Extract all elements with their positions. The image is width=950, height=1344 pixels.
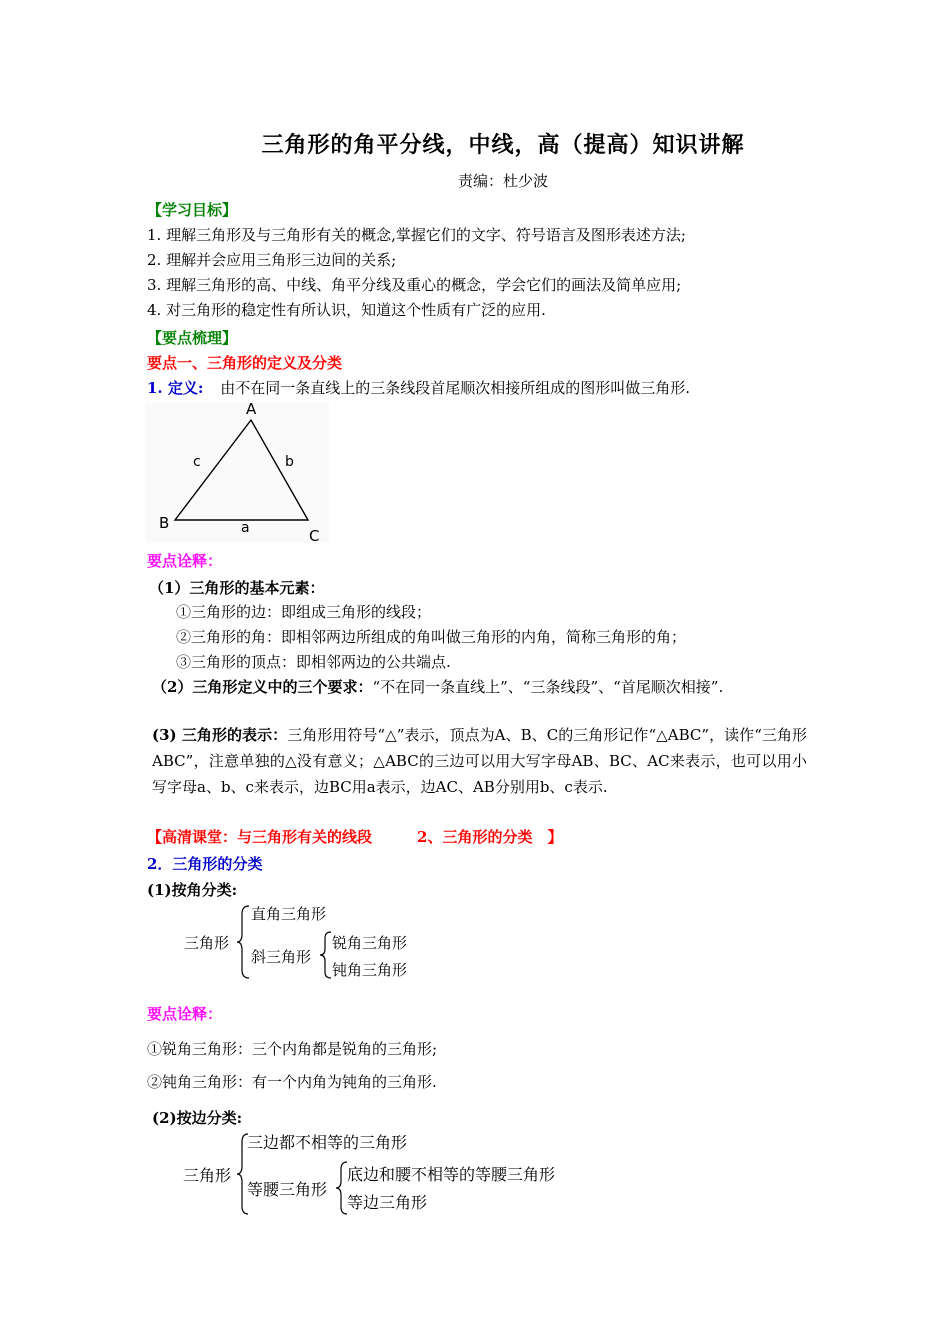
- representation-paragraph: [152, 722, 807, 800]
- figure-background: [145, 403, 329, 543]
- by-angle-label: (1)按角分类:: [147, 881, 238, 899]
- angle-tree-right: 直角三角形: [251, 905, 327, 923]
- classify-heading: 2．三角形的分类: [147, 855, 263, 873]
- elements-heading: （1）三角形的基本元素：: [149, 579, 325, 597]
- side-tree-scalene: 三边都不相等的三角形: [247, 1133, 408, 1152]
- summary-heading: 【要点梳理】: [147, 329, 238, 347]
- side-tree-iso-non-equi: 底边和腰不相等的等腰三角形: [347, 1165, 556, 1184]
- hd-class-link[interactable]: 【高清课堂：与三角形有关的线段 2、三角形的分类 】: [147, 828, 563, 846]
- side-a-label: a: [241, 520, 250, 536]
- side-b-label: b: [285, 454, 294, 470]
- angle-note-1: ①锐角三角形：三个内角都是锐角的三角形;: [147, 1040, 438, 1058]
- requirements-label: （2）三角形定义中的三个要求：: [152, 678, 373, 696]
- page-title: 三角形的角平分线，中线，高（提高）知识讲解: [261, 132, 745, 158]
- angle-tree-acute: 锐角三角形: [332, 934, 408, 952]
- goal-item-1: 1. 理解三角形及与三角形有关的概念,掌握它们的文字、符号语言及图形表述方法;: [147, 226, 686, 244]
- by-side-label: (2)按边分类:: [152, 1109, 243, 1127]
- element-item-3: ③三角形的顶点：即相邻两边的公共端点.: [176, 653, 451, 671]
- oblique-brace: [319, 930, 333, 980]
- requirements-paragraph: [152, 674, 807, 700]
- note-label-1: 要点诠释：: [147, 552, 223, 570]
- requirements-text: “不在同一条直线上”、“三条线段”、“首尾顺次相接”.: [372, 678, 724, 696]
- side-tree-isosceles: 等腰三角形: [247, 1180, 328, 1199]
- point1-heading: 要点一、三角形的定义及分类: [147, 354, 343, 372]
- note-label-2: 要点诠释：: [147, 1005, 223, 1023]
- triangle-figure: [145, 398, 335, 546]
- goal-item-2: 2. 理解并会应用三角形三边间的关系;: [147, 251, 397, 269]
- side-c-label: c: [193, 454, 201, 470]
- element-item-2: ②三角形的角：即相邻两边所组成的角叫做三角形的内角，简称三角形的角；: [176, 628, 687, 646]
- element-item-1: ①三角形的边：即组成三角形的线段；: [176, 603, 432, 621]
- goals-heading: 【学习目标】: [147, 201, 238, 219]
- representation-text: 三角形用符号“△”表示，顶点为A、B、C的三角形记作“△ABC”，读作“三角形ABC”，注意单独的△没有意义；△ABC的三边可以用大写字母AB、BC、AC来表示，也可以用小写字母a、b、c来表示，边BC用a表示，边AC、AB分别用b、c表示.: [152, 726, 807, 796]
- representation-label: (3) 三角形的表示：: [152, 726, 288, 744]
- angle-tree-obtuse: 钝角三角形: [332, 961, 408, 979]
- author-line: 责编：杜少波: [457, 172, 548, 190]
- angle-tree-brace: [236, 904, 252, 980]
- side-tree-equilateral: 等边三角形: [347, 1193, 428, 1212]
- definition-text: 由不在同一条直线上的三条线段首尾顺次相接所组成的图形叫做三角形.: [220, 379, 690, 397]
- vertex-a-label: A: [246, 400, 257, 418]
- goal-item-4: 4. 对三角形的稳定性有所认识，知道这个性质有广泛的应用.: [147, 301, 546, 319]
- angle-tree-oblique: 斜三角形: [251, 948, 312, 966]
- angle-tree-root: 三角形: [184, 934, 230, 952]
- vertex-c-label: C: [309, 527, 320, 545]
- side-tree-root: 三角形: [183, 1166, 232, 1185]
- definition-line: [147, 377, 690, 398]
- goal-item-3: 3. 理解三角形的高、中线、角平分线及重心的概念，学会它们的画法及简单应用;: [147, 276, 682, 294]
- vertex-b-label: B: [159, 514, 170, 532]
- definition-label: 1. 定义:: [147, 379, 204, 397]
- angle-note-2: ②钝角三角形：有一个内角为钝角的三角形.: [147, 1073, 437, 1091]
